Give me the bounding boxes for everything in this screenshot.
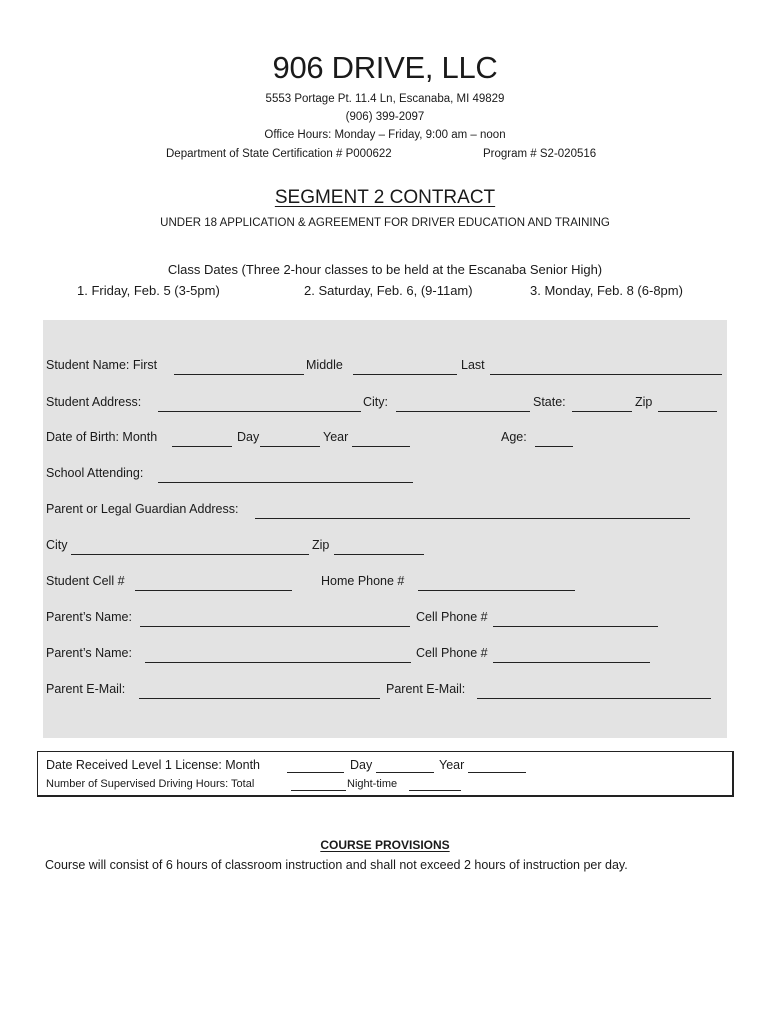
office-hours: Office Hours: Monday – Friday, 9:00 am – noon — [264, 129, 506, 141]
parent-zip-label: Zip — [312, 538, 330, 552]
student-first-name-field[interactable] — [174, 374, 304, 375]
student-name-middle-label: Middle — [306, 358, 343, 372]
night-time-label: Night-time — [347, 778, 398, 790]
student-city-field[interactable] — [396, 411, 530, 412]
age-field[interactable] — [535, 446, 573, 447]
student-zip-label: Zip — [635, 395, 653, 409]
program-number: Program # S2-020516 — [483, 148, 597, 160]
dob-year-label: Year — [323, 430, 349, 444]
contract-subtitle: UNDER 18 APPLICATION & AGREEMENT FOR DRIVER EDUCATION AND TRAINING — [160, 217, 610, 229]
dob-month-field[interactable] — [172, 446, 232, 447]
student-name-last-label: Last — [461, 358, 485, 372]
dob-day-label: Day — [237, 430, 260, 444]
driving-hours-total-label: Number of Supervised Driving Hours: Total — [46, 778, 255, 790]
student-city-label: City: — [363, 395, 388, 409]
contract-title: SEGMENT 2 CONTRACT — [274, 187, 496, 208]
company-name: 906 DRIVE, LLC — [272, 50, 498, 85]
parent-email-field-2[interactable] — [477, 698, 711, 699]
cell-phone-label-1: Cell Phone # — [416, 610, 488, 624]
class-date-1: 1. Friday, Feb. 5 (3-5pm) — [77, 283, 220, 298]
parent-name-label-1: Parent’s Name: — [46, 610, 132, 624]
driving-hours-total-field[interactable] — [291, 790, 346, 791]
parent-address-label: Parent or Legal Guardian Address: — [46, 502, 239, 516]
parent-cell-phone-field-1[interactable] — [493, 626, 658, 627]
student-state-label: State: — [533, 395, 566, 409]
student-address-label: Student Address: — [46, 395, 142, 409]
license-month-field[interactable] — [287, 772, 344, 773]
parent-email-field-1[interactable] — [139, 698, 380, 699]
parent-name-field-1[interactable] — [140, 626, 410, 627]
license-month-label: Date Received Level 1 License: Month — [46, 758, 261, 772]
cell-phone-label-2: Cell Phone # — [416, 646, 488, 660]
school-attending-field[interactable] — [158, 482, 413, 483]
parent-zip-field[interactable] — [334, 554, 424, 555]
age-label: Age: — [501, 430, 527, 444]
course-provisions-title: COURSE PROVISIONS — [320, 838, 450, 852]
student-middle-name-field[interactable] — [353, 374, 457, 375]
class-date-3: 3. Monday, Feb. 8 (6-8pm) — [530, 283, 683, 298]
student-name-first-label: Student Name: First — [46, 358, 158, 372]
dob-month-label: Date of Birth: Month — [46, 430, 158, 444]
student-address-field[interactable] — [158, 411, 361, 412]
parent-name-label-2: Parent’s Name: — [46, 646, 132, 660]
night-time-field[interactable] — [409, 790, 461, 791]
parent-address-field[interactable] — [255, 518, 690, 519]
license-year-field[interactable] — [468, 772, 526, 773]
license-year-label: Year — [439, 758, 465, 772]
dob-year-field[interactable] — [352, 446, 410, 447]
school-attending-label: School Attending: — [46, 466, 144, 480]
application-form-panel — [43, 320, 727, 738]
parent-email-label-1: Parent E-Mail: — [46, 682, 126, 696]
parent-email-label-2: Parent E-Mail: — [386, 682, 466, 696]
class-dates-intro: Class Dates (Three 2-hour classes to be held at the Escanaba Senior High) — [167, 262, 603, 277]
parent-cell-phone-field-2[interactable] — [493, 662, 650, 663]
parent-name-field-2[interactable] — [145, 662, 411, 663]
license-info-box — [37, 751, 734, 797]
student-state-field[interactable] — [572, 411, 632, 412]
company-address: 5553 Portage Pt. 11.4 Ln, Escanaba, MI 49829 — [265, 93, 505, 105]
dob-day-field[interactable] — [260, 446, 320, 447]
class-date-2: 2. Saturday, Feb. 6, (9-11am) — [304, 283, 473, 298]
parent-city-field[interactable] — [71, 554, 309, 555]
parent-city-label: City — [46, 538, 68, 552]
certification-number: Department of State Certification # P000622 — [166, 148, 392, 160]
course-provisions-text: Course will consist of 6 hours of classroom instruction and shall not exceed 2 hours of instruction per day. — [45, 858, 628, 872]
home-phone-field[interactable] — [418, 590, 575, 591]
license-day-field[interactable] — [376, 772, 434, 773]
license-day-label: Day — [350, 758, 373, 772]
student-last-name-field[interactable] — [490, 374, 722, 375]
student-zip-field[interactable] — [658, 411, 717, 412]
company-phone: (906) 399-2097 — [345, 111, 425, 123]
student-cell-field[interactable] — [135, 590, 292, 591]
home-phone-label: Home Phone # — [321, 574, 405, 588]
student-cell-label: Student Cell # — [46, 574, 125, 588]
